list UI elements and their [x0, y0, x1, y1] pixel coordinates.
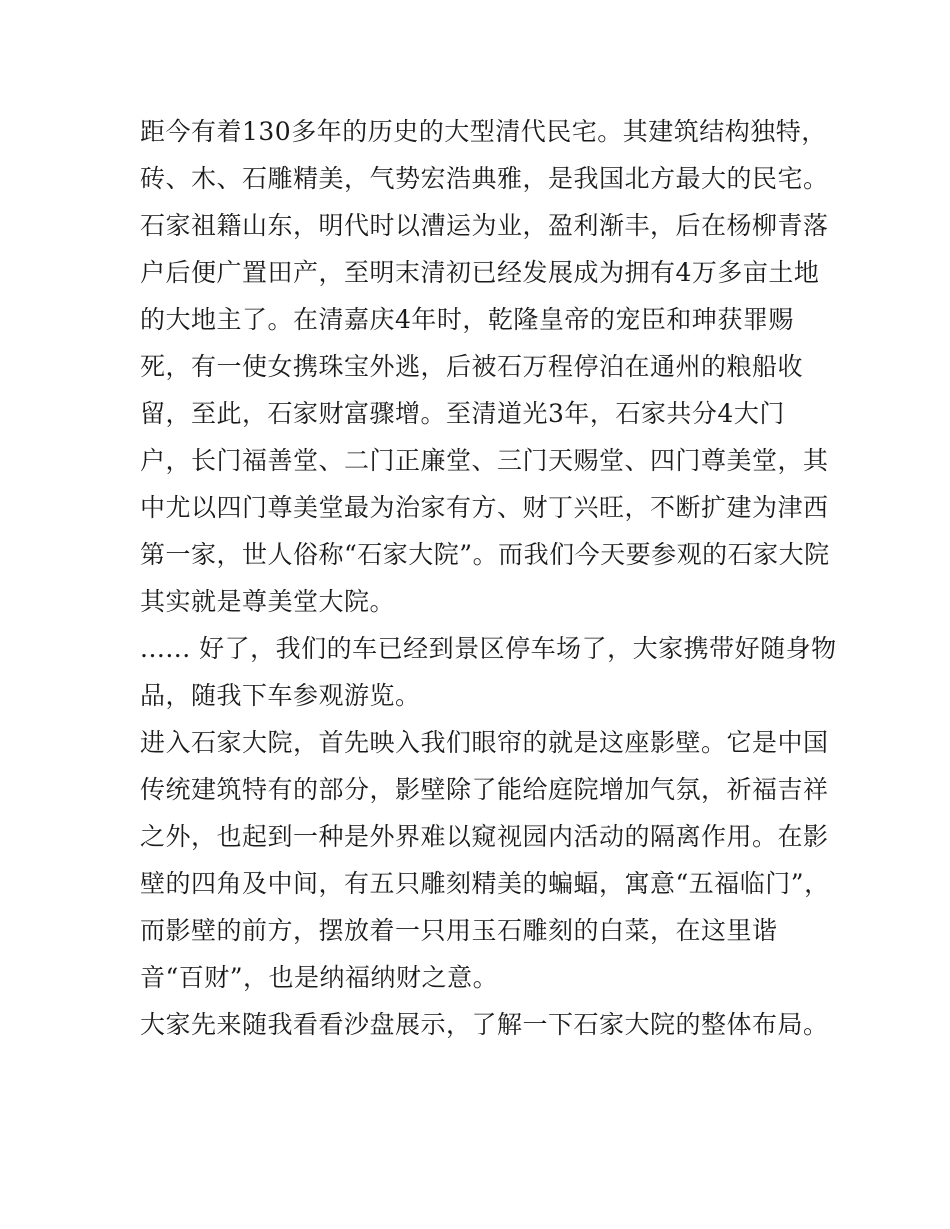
text-line: 砖、木、石雕精美，气势宏浩典雅，是我国北方最大的民宅。: [140, 164, 829, 193]
text-line: 壁的四角及中间，有五只雕刻精美的蝙蝠，寓意“五福临门”，: [140, 869, 830, 898]
body-text: [140, 108, 837, 1048]
text-line: 而影壁的前方，摆放着一只用玉石雕刻的白菜，在这里谐: [140, 916, 778, 945]
text-line: 距今有着130多年的历史的大型清代民宅。其建筑结构独特，: [140, 117, 827, 146]
text-line: 大家先来随我看看沙盘展示，了解一下石家大院的整体布局。: [140, 1010, 829, 1039]
text-line: ...... 好了，我们的车已经到景区停车场了，大家携带好随身物: [140, 634, 837, 663]
text-line: 户，长门福善堂、二门正廉堂、三门天赐堂、四门尊美堂，其: [140, 446, 829, 475]
text-line: 留，至此，石家财富骤增。至清道光3年，石家共分4大门: [140, 399, 785, 428]
text-line: 音“百财”，也是纳福纳财之意。: [140, 963, 499, 992]
text-line: 中尤以四门尊美堂最为治家有方、财丁兴旺，不断扩建为津西: [140, 493, 829, 522]
text-line: 第一家，世人俗称“石家大院”。而我们今天要参观的石家大院: [140, 540, 830, 569]
text-line: 死，有一使女携珠宝外逃，后被石万程停泊在通州的粮船收: [140, 352, 804, 381]
text-line: 户后便广置田产，至明末清初已经发展成为拥有4万多亩土地: [140, 258, 820, 287]
text-line: 之外，也起到一种是外界难以窥视园内活动的隔离作用。在影: [140, 822, 829, 851]
text-line: 品，随我下车参观游览。: [140, 681, 421, 710]
text-line: 进入石家大院，首先映入我们眼帘的就是这座影壁。它是中国: [140, 728, 829, 757]
text-line: 石家祖籍山东，明代时以漕运为业，盈利渐丰，后在杨柳青落: [140, 211, 829, 240]
text-line: 的大地主了。在清嘉庆4年时，乾隆皇帝的宠臣和珅获罪赐: [140, 305, 794, 334]
text-line: 其实就是尊美堂大院。: [140, 587, 396, 616]
text-line: 传统建筑特有的部分，影壁除了能给庭院增加气氛，祈福吉祥: [140, 775, 829, 804]
